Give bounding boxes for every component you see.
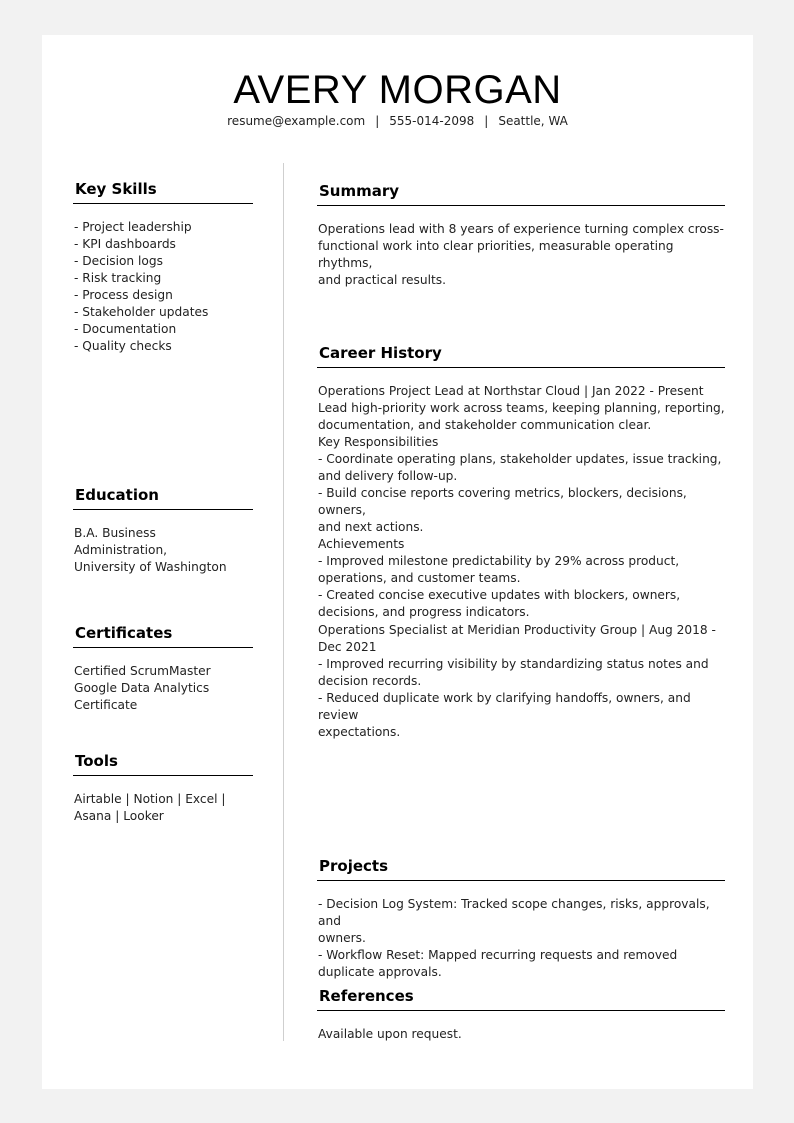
project-line: owners. (318, 931, 366, 945)
job-entry-1 (318, 383, 728, 621)
education-line: University of Washington (74, 560, 227, 574)
candidate-name: AVERY MORGAN (233, 68, 562, 112)
contact-line (42, 113, 753, 129)
job-line: - Build concise reports covering metrics, blockers, decisions, owners, (318, 486, 687, 517)
certificate-line: Certified ScrumMaster (74, 664, 211, 678)
projects-heading: Projects (319, 857, 389, 875)
summary-line: and practical results. (318, 273, 447, 287)
job-line: Dec 2021 (318, 640, 377, 654)
job-line: - Improved milestone predictability by 29% across product, (318, 554, 680, 568)
summary-rule (317, 205, 725, 206)
summary-line: functional work into clear priorities, measurable operating rhythms, (318, 239, 674, 270)
contact-phone: 555-014-2098 (389, 114, 475, 128)
certificate-line: Google Data Analytics (74, 681, 210, 695)
skill-item: - Stakeholder updates (74, 305, 209, 319)
contact-separator: | (484, 114, 489, 128)
job-line: expectations. (318, 725, 401, 739)
job-line: Achievements (318, 537, 405, 551)
job-line: and delivery follow-up. (318, 469, 458, 483)
job-line: - Reduced duplicate work by clarifying handoffs, owners, and review (318, 691, 691, 722)
skill-item: - Quality checks (74, 339, 172, 353)
skills-heading: Key Skills (75, 180, 157, 198)
job-line: decision records. (318, 674, 422, 688)
career-rule (317, 367, 725, 368)
references-line: Available upon request. (318, 1027, 462, 1041)
job-line: Key Responsibilities (318, 435, 439, 449)
projects-rule (317, 880, 725, 881)
references-text (318, 1026, 728, 1043)
project-line: - Workflow Reset: Mapped recurring requests and removed (318, 948, 678, 962)
education-line: B.A. Business Administration, (74, 526, 168, 557)
contact-separator: | (375, 114, 380, 128)
tools-heading: Tools (75, 752, 118, 770)
summary-heading: Summary (319, 182, 400, 200)
references-heading: References (319, 987, 414, 1005)
job-line: - Created concise executive updates with blockers, owners, (318, 588, 681, 602)
education-heading: Education (75, 486, 159, 504)
certificates-text (74, 663, 252, 714)
job-line: Lead high-priority work across teams, keeping planning, reporting, (318, 401, 725, 415)
references-rule (317, 1010, 725, 1011)
contact-email: resume@example.com (227, 114, 366, 128)
job-line: and next actions. (318, 520, 424, 534)
certificates-rule (73, 647, 253, 648)
skill-item: - Risk tracking (74, 271, 162, 285)
project-line: duplicate approvals. (318, 965, 442, 979)
contact-location: Seattle, WA (498, 114, 568, 128)
tools-line: Asana | Looker (74, 809, 164, 823)
certificates-heading: Certificates (75, 624, 173, 642)
summary-line: Operations lead with 8 years of experience turning complex cross- (318, 222, 724, 236)
column-divider (283, 163, 284, 1041)
certificate-line: Certificate (74, 698, 138, 712)
skill-item: - Process design (74, 288, 173, 302)
project-line: - Decision Log System: Tracked scope changes, risks, approvals, and (318, 897, 710, 928)
career-heading: Career History (319, 344, 442, 362)
job-line: Operations Specialist at Meridian Productivity Group | Aug 2018 - (318, 623, 716, 637)
tools-rule (73, 775, 253, 776)
job-line: decisions, and progress indicators. (318, 605, 530, 619)
job-line: operations, and customer teams. (318, 571, 521, 585)
education-text (74, 525, 252, 576)
skill-item: - Project leadership (74, 220, 192, 234)
skill-item: - Documentation (74, 322, 177, 336)
job-line: documentation, and stakeholder communication clear. (318, 418, 652, 432)
skills-rule (73, 203, 253, 204)
resume-page (42, 35, 753, 1089)
summary-text (318, 221, 728, 289)
job-entry-2 (318, 622, 728, 741)
education-rule (73, 509, 253, 510)
tools-line: Airtable | Notion | Excel | (74, 792, 226, 806)
skills-list (74, 219, 252, 355)
skill-item: - KPI dashboards (74, 237, 176, 251)
job-line: - Improved recurring visibility by standardizing status notes and (318, 657, 709, 671)
job-line: Operations Project Lead at Northstar Cloud | Jan 2022 - Present (318, 384, 704, 398)
skill-item: - Decision logs (74, 254, 163, 268)
job-line: - Coordinate operating plans, stakeholder updates, issue tracking, (318, 452, 722, 466)
projects-text (318, 896, 728, 981)
tools-text (74, 791, 252, 825)
